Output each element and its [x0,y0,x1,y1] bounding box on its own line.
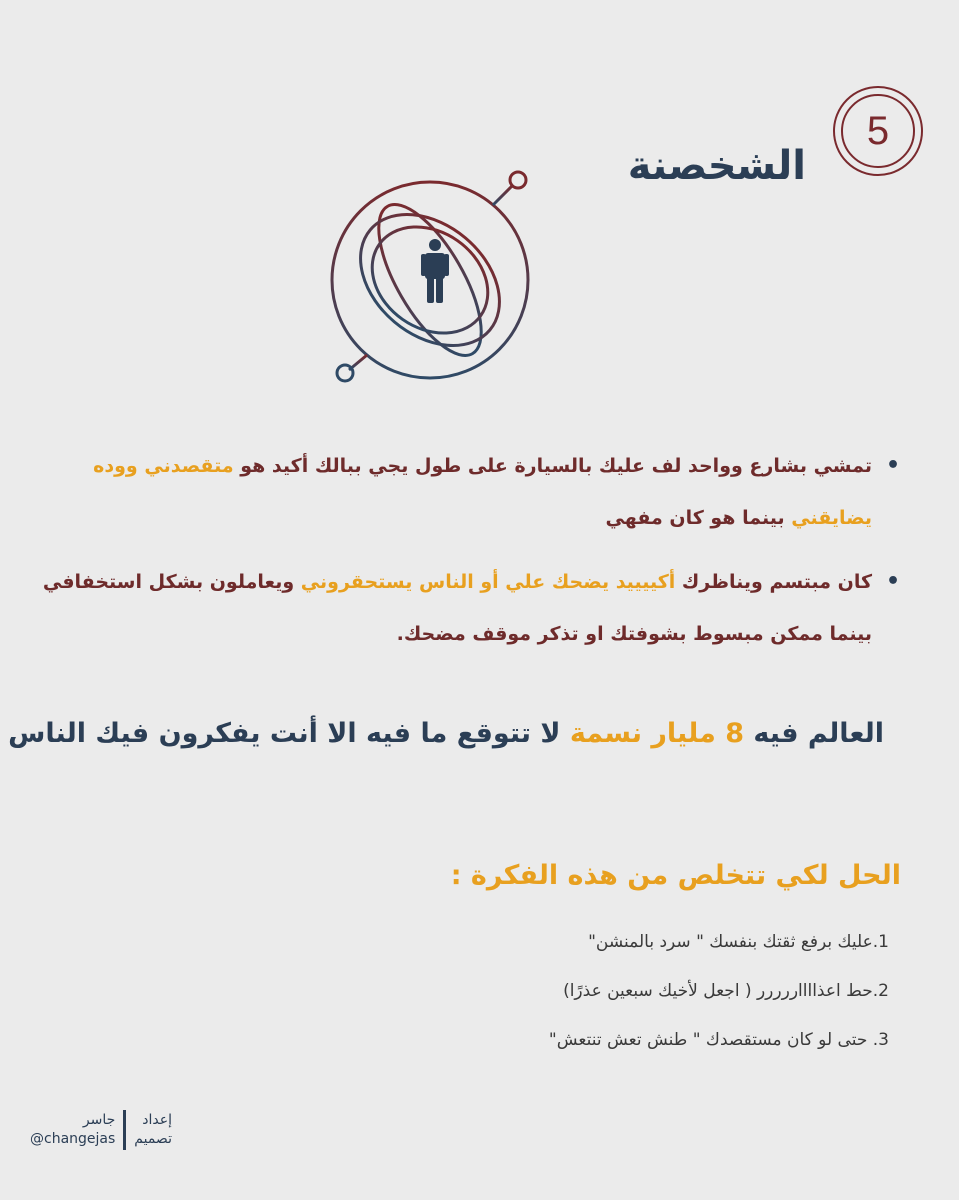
bullet-item [30,556,900,660]
solution-step: 3. حتى لو كان مستقصدك " طنش تعش تنتعش" [548,1030,889,1050]
solution-title: الحل لكي تتخلص من هذه الفكرة : [450,860,901,891]
step-number: 5 [841,94,915,168]
person-orbit-icon [325,165,535,385]
solution-step: 1.عليك برفع ثقتك بنفسك " سرد بالمنشن" [588,932,889,952]
statement-after: لا تتوقع ما فيه الا أنت يفكرون فيك الناس [8,718,570,749]
credit-label-design: تصميم [134,1131,172,1147]
bullet-item [30,440,900,544]
statement-highlight: 8 مليار نسمة [569,718,745,749]
statement-before: العالم فيه [744,718,884,749]
solution-step: 2.حط اعذااااررررر ( اجعل لأخيك سبعين عذرًا) [563,981,889,1001]
credit-labels [134,1111,172,1149]
credit-author [30,1111,115,1149]
bullet-list [30,440,900,672]
step-number-badge [833,86,923,176]
bullet-highlight: متقصدني ووده يضايقني [93,455,872,529]
credit-name: جاسر [82,1112,116,1128]
bullet-text: ويعاملون بشكل استخفافي بينما ممكن مبسوط بشوفتك او تذكر موقف مضحك. [42,571,872,645]
credit-label-prepare: إعداد [142,1112,172,1128]
page-title: الشخصنة [627,143,806,189]
credit-divider [123,1110,126,1150]
bullet-text: بينما هو كان مفهي [605,507,792,529]
solution-steps [549,918,889,1065]
bullet-text: تمشي بشارع وواحد لف عليك بالسيارة على طول يجي ببالك أكيد هو [233,455,872,477]
credit-handle: @changejas [30,1131,116,1147]
credits [30,1108,172,1152]
bullet-text: كان مبتسم ويناظرك [675,571,872,593]
bullet-highlight: أكييييد يضحك علي أو الناس يستحقروني [300,571,676,593]
world-statement [8,718,884,749]
